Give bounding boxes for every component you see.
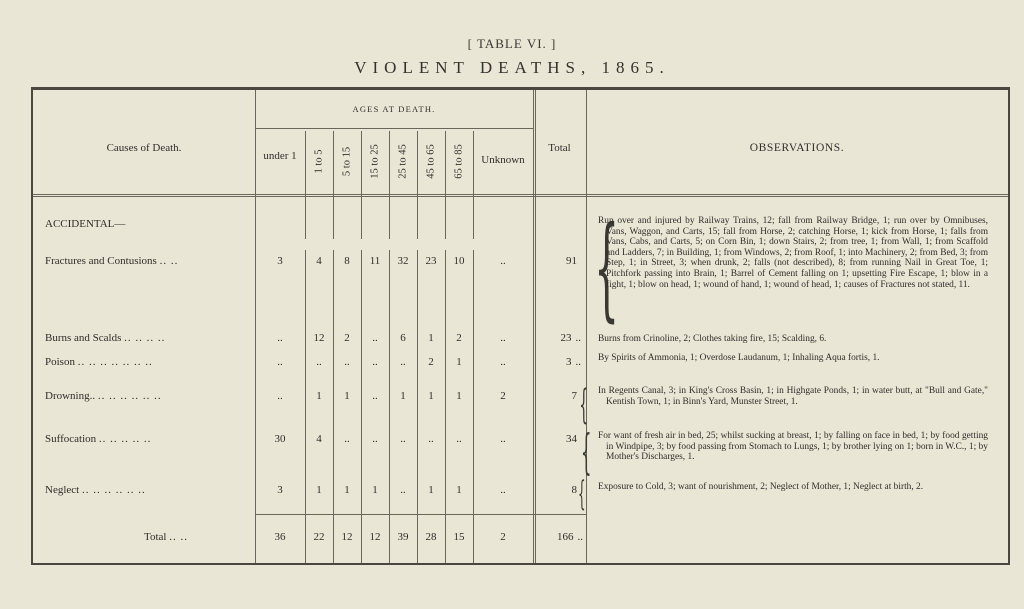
observation-text: For want of fresh air in bed, 25; whilst sucking at breast, 1; by falling on face in bed, 1; by food getting in Windpipe, 3; by food passing from Stomach to Lungs, 1; by brother lying on 1; born in W.C., 1; by Mother's Discharges, 1. (598, 431, 988, 463)
total-age-cell: 12 (369, 531, 381, 543)
column-rule (417, 250, 418, 563)
total-value: 8 (571, 484, 577, 496)
age-cell: .. (277, 390, 283, 402)
cause-leader: .. .. .. .. .. .. (97, 390, 162, 402)
age-cell: .. (400, 433, 406, 445)
observation-text: Run over and injured by Railway Trains, 12; fall from Railway Bridge, 1; run over by Omnibuses, Vans, Waggon, and Carts, 15; fall from Horse, 2; catching Horse, 1; kick from Horse, 1; falls from Vans, Cabs, and Carts, 5; on Corn Bin, 1; down Stairs, 2; from tree, 1; from Wall, 1; from Scaffold and Ladders, 7; in Building, 1; from Windows, 2; from Roof, 1; into Machinery, 2; from Bed, 3; from Step, 1; in Street, 3; when drunk, 2; falls (not described), 8; from running Nail in Great Toe, 1; Pitchfork passing into Brain, 1; Barrel of Cement falling on 1; upsetting Fire Escape, 1; blow in a fight, 1; blow on head, 1; wound of hand, 1; wound of head, 1; causes of Fractures not stated, 11. (598, 216, 988, 290)
header-causes: Causes of Death. (106, 142, 182, 154)
age-cell: 4 (316, 433, 322, 445)
total-age-cell: 12 (341, 531, 353, 543)
total-cell (543, 433, 581, 445)
cause-text: Fractures and Contusions (45, 255, 157, 267)
header-age-under-1 (255, 150, 305, 163)
observation-text: Exposure to Cold, 3; want of nourishment, 2; Neglect of Mother, 1; Neglect at birth, 2. (598, 482, 924, 492)
cause-leader: .. .. .. .. .. .. .. (77, 356, 153, 368)
total-age-cell: 22 (313, 531, 325, 543)
age-cell: 2 (456, 332, 462, 344)
total-age-cell: 2 (500, 531, 506, 543)
header-ages-group: AGES AT DEATH. (352, 104, 436, 114)
age-cell: 30 (274, 433, 286, 445)
age-cell: 8 (344, 255, 350, 267)
header-observations: OBSERVATIONS. (749, 142, 845, 154)
cause-leader: .. .. .. .. (124, 332, 166, 344)
table-label: [ TABLE VI. ] (467, 36, 557, 51)
page-title: VIOLENT DEATHS, 1865. (354, 58, 670, 77)
age-cell: 1 (400, 390, 406, 402)
age-cell: 1 (456, 356, 462, 368)
age-cell: 1 (428, 390, 434, 402)
total-age-cell: 28 (425, 531, 437, 543)
age-cell: 1 (456, 484, 462, 496)
cause-label (45, 332, 165, 344)
grand-total-cell (538, 531, 583, 543)
column-rule (305, 131, 306, 239)
total-age-cell: 39 (397, 531, 409, 543)
header-age-5-15: 5 to 15 (341, 146, 353, 177)
age-cell: 1 (372, 484, 378, 496)
column-rule (445, 131, 446, 239)
column-rule (361, 250, 362, 563)
total-age-cell: 36 (274, 531, 286, 543)
total-age-cell: 15 (453, 531, 465, 543)
age-cell: 23 (425, 255, 437, 267)
column-rule (473, 131, 474, 239)
total-value: 34 (566, 433, 577, 445)
age-cell: .. (372, 356, 378, 368)
age-cell: 10 (453, 255, 465, 267)
age-cell: 1 (316, 390, 322, 402)
age-cell: 1 (344, 484, 350, 496)
age-cell: 4 (316, 255, 322, 267)
age-cell: .. (277, 332, 283, 344)
age-cell: .. (500, 433, 506, 445)
cause-text: Drowning.. (45, 390, 96, 402)
cause-label (45, 255, 178, 267)
total-cell (543, 356, 581, 368)
column-rule (473, 250, 474, 563)
age-cell: .. (428, 433, 434, 445)
age-cell: .. (372, 433, 378, 445)
age-cell: 2 (500, 390, 506, 402)
age-cell: 1 (428, 332, 434, 344)
cause-text: Suffocation (45, 433, 97, 445)
section-label: ACCIDENTAL— (45, 218, 126, 230)
total-value: 7 (571, 390, 577, 402)
column-rule (361, 131, 362, 239)
age-cell: 12 (313, 332, 325, 344)
age-cell: .. (400, 356, 406, 368)
age-cell: 2 (428, 356, 434, 368)
age-cell: 1 (428, 484, 434, 496)
brace-icon: { (580, 424, 592, 480)
cause-text: Poison (45, 356, 75, 368)
age-cell: .. (456, 433, 462, 445)
row-rule (33, 194, 1008, 197)
cause-text: Neglect (45, 484, 80, 496)
violent-deaths-table (31, 87, 1010, 565)
age-cell: 32 (397, 255, 409, 267)
observation-text: Burns from Crinoline, 2; Clothes taking fire, 15; Scalding, 6. (598, 334, 827, 344)
column-rule (417, 131, 418, 239)
total-value: 23 (560, 332, 572, 344)
age-cell: .. (500, 356, 506, 368)
column-rule (305, 250, 306, 563)
total-label-text: Total (144, 531, 167, 543)
total-suffix: .. (575, 332, 581, 344)
total-cell (543, 390, 581, 402)
age-cell: 1 (316, 484, 322, 496)
total-label (144, 531, 188, 543)
age-cell: 3 (277, 484, 283, 496)
total-value: 3 (566, 356, 572, 368)
age-cell: 3 (277, 255, 283, 267)
age-cell: .. (344, 356, 350, 368)
column-rule (333, 250, 334, 563)
total-cell (543, 332, 581, 344)
cause-leader: .. .. (159, 255, 179, 267)
age-cell: .. (344, 433, 350, 445)
header-age-15-25: 15 to 25 (369, 144, 381, 179)
brace-icon: { (594, 203, 620, 333)
age-cell: 11 (369, 255, 381, 267)
row-rule (255, 514, 586, 515)
cause-label (45, 356, 153, 368)
age-cell: 1 (344, 390, 350, 402)
total-suffix: .. (575, 356, 581, 368)
header-age-25-45: 25 to 45 (397, 144, 409, 179)
column-rule (445, 250, 446, 563)
header-age-1-5: 1 to 5 (313, 149, 325, 174)
total-cell (543, 255, 581, 267)
age-cell: .. (277, 356, 283, 368)
age-cell: .. (500, 332, 506, 344)
age-cell: 6 (400, 332, 406, 344)
cause-text: Burns and Scalds (45, 332, 122, 344)
total-leader: .. .. (169, 531, 188, 543)
row-rule (255, 128, 533, 129)
header-total: Total (548, 142, 571, 154)
header-age-label: under 1 (263, 150, 297, 162)
header-age-unknown: Unknown (481, 154, 525, 166)
column-rule (586, 90, 587, 563)
cause-label (45, 433, 151, 445)
column-rule (333, 131, 334, 239)
age-cell: 2 (344, 332, 350, 344)
age-cell: 1 (456, 390, 462, 402)
total-cell (543, 484, 581, 496)
column-rule (533, 90, 536, 563)
total-value: 91 (566, 255, 577, 267)
age-cell: .. (500, 484, 506, 496)
age-cell: .. (400, 484, 406, 496)
age-cell: .. (316, 356, 322, 368)
cause-label (45, 390, 162, 402)
grand-total-suffix: .. (577, 531, 583, 543)
age-cell: .. (372, 332, 378, 344)
cause-leader: .. .. .. .. .. .. (81, 484, 146, 496)
age-cell: .. (500, 255, 506, 267)
observation-text: By Spirits of Ammonia, 1; Overdose Laudanum, 1; Inhaling Aqua fortis, 1. (598, 353, 880, 363)
age-cell: .. (372, 390, 378, 402)
column-rule (389, 250, 390, 563)
column-rule (389, 131, 390, 239)
brace-icon: { (578, 474, 586, 514)
header-age-65-85: 65 to 85 (453, 144, 465, 179)
cause-leader: .. .. .. .. .. (98, 433, 152, 445)
grand-total-value: 166 (557, 531, 574, 543)
brace-icon: { (579, 382, 589, 428)
observation-text: In Regents Canal, 3; in King's Cross Basin, 1; in Highgate Ponds, 1; in water butt, at "Bull and Gate," Kentish Town, 1; in Binn's Yard, Munster Street, 1. (598, 386, 988, 407)
cause-label (45, 484, 146, 496)
header-age-45-65: 45 to 65 (425, 144, 437, 179)
